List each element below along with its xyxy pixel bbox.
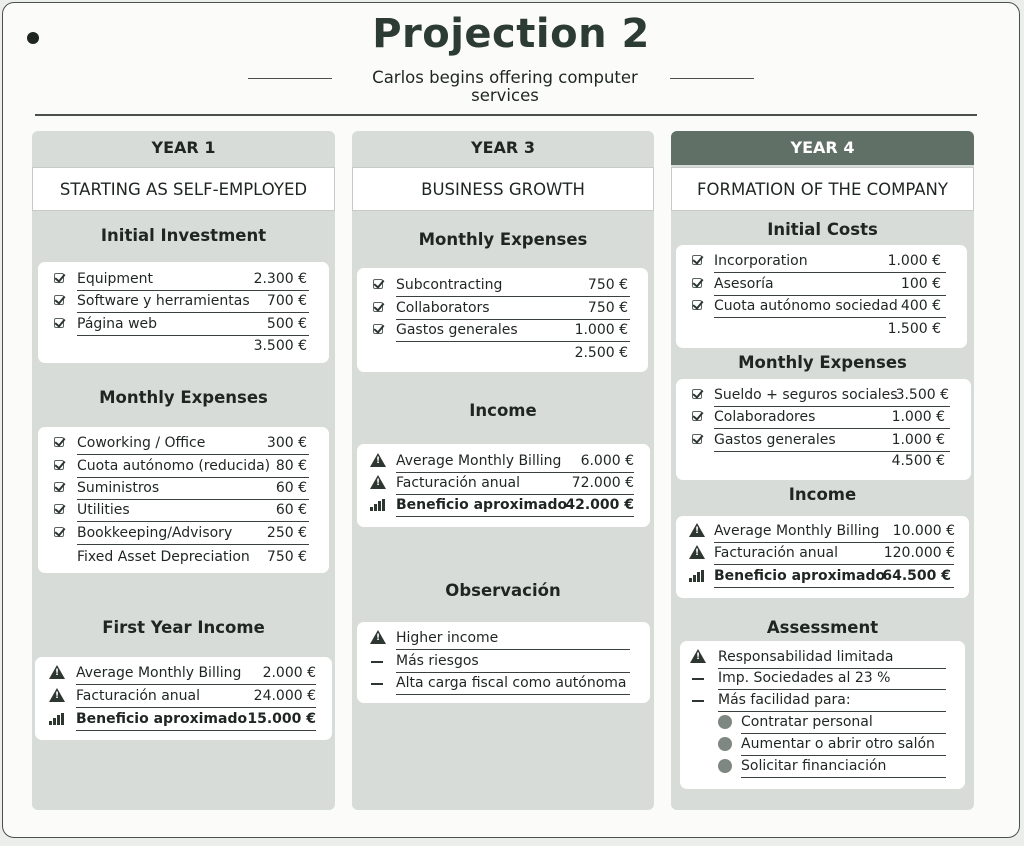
list-item: Cuota autónomo (reducida) 80 € bbox=[38, 456, 329, 476]
subtitle-rule-right bbox=[670, 78, 754, 79]
checkbox-icon bbox=[54, 318, 64, 328]
warning-icon bbox=[690, 649, 706, 663]
list-item: Colaboradores 1.000 € bbox=[676, 407, 971, 427]
section-title: Monthly Expenses bbox=[99, 388, 268, 407]
checkbox-icon bbox=[692, 255, 702, 265]
list-item: Alta carga fiscal como autónoma bbox=[357, 673, 650, 693]
checkbox-icon bbox=[373, 324, 383, 334]
income-card bbox=[357, 444, 650, 527]
section-title: Monthly Expenses bbox=[738, 353, 907, 372]
warning-icon bbox=[370, 630, 386, 644]
list-item: Incorporation 1.000 € bbox=[676, 251, 967, 271]
circle-bullet-icon bbox=[718, 737, 732, 751]
list-item: Subcontracting 750 € bbox=[357, 275, 648, 295]
income-card bbox=[676, 516, 969, 598]
list-item: Beneficio aproximado 42.000 € bbox=[357, 495, 650, 515]
list-item: Utilities 60 € bbox=[38, 500, 329, 520]
header-divider bbox=[35, 114, 977, 116]
checkbox-icon bbox=[692, 300, 702, 310]
checkbox-icon bbox=[373, 302, 383, 312]
warning-icon bbox=[49, 665, 65, 679]
list-item: ! Average Monthly Billing 10.000 € bbox=[676, 521, 969, 541]
list-item: ! Facturación anual 120.000 € bbox=[676, 543, 969, 563]
list-item: ! Average Monthly Billing 6.000 € bbox=[357, 451, 650, 471]
list-item: Beneficio aproximado 64.500 € bbox=[676, 566, 969, 586]
checkbox-icon bbox=[692, 411, 702, 421]
checkbox-icon bbox=[54, 527, 64, 537]
checkbox-icon bbox=[692, 278, 702, 288]
warning-icon bbox=[689, 545, 705, 559]
section-title: Initial Investment bbox=[100, 226, 267, 245]
circle-bullet-icon bbox=[718, 759, 732, 773]
checkbox-icon bbox=[54, 437, 64, 447]
warning-icon bbox=[49, 688, 65, 702]
checkbox-icon bbox=[54, 482, 64, 492]
list-item: Asesoría 100 € bbox=[676, 274, 967, 294]
list-item: ! Responsabilidad limitada bbox=[680, 647, 965, 667]
list-item: Cuota autónomo sociedad 400 € bbox=[676, 296, 967, 316]
circle-bullet-icon bbox=[718, 715, 732, 729]
costs-card bbox=[676, 245, 967, 348]
checkbox-icon bbox=[54, 273, 64, 283]
list-item: Bookkeeping/Advisory 250 € bbox=[38, 523, 329, 543]
list-item: Página web 500 € bbox=[38, 314, 329, 334]
assessment-card bbox=[680, 641, 965, 789]
checkbox-icon bbox=[692, 434, 702, 444]
expenses-card bbox=[38, 427, 329, 573]
total-row: 3.500 € bbox=[253, 338, 307, 354]
list-item: Más riesgos bbox=[357, 651, 650, 671]
year-heading: YEAR 3 bbox=[471, 138, 535, 157]
investment-card bbox=[38, 262, 329, 363]
expenses-card bbox=[676, 379, 971, 480]
section-title: Income bbox=[469, 401, 537, 420]
sub-list-item: Contratar personal bbox=[680, 712, 965, 732]
bar-chart-icon bbox=[49, 713, 65, 725]
expenses-card bbox=[357, 268, 648, 372]
dash-icon bbox=[371, 661, 383, 663]
page-subtitle: Carlos begins offering computer services bbox=[372, 68, 638, 105]
checkbox-icon bbox=[54, 460, 64, 470]
warning-icon bbox=[370, 453, 386, 467]
bar-chart-icon bbox=[689, 570, 705, 582]
section-title: Income bbox=[788, 485, 857, 504]
checkbox-icon bbox=[692, 389, 702, 399]
phase-heading: BUSINESS GROWTH bbox=[352, 167, 654, 211]
list-item: Imp. Sociedades al 23 % bbox=[680, 668, 965, 688]
income-card bbox=[35, 657, 332, 740]
bar-chart-icon bbox=[370, 499, 386, 511]
list-item: Más facilidad para: bbox=[680, 690, 965, 710]
subtitle-rule-left bbox=[248, 78, 332, 79]
list-item: Sueldo + seguros sociales 3.500 € bbox=[676, 385, 971, 405]
checkbox-icon bbox=[373, 279, 383, 289]
column-year-4 bbox=[671, 131, 974, 810]
phase-heading: FORMATION OF THE COMPANY bbox=[671, 167, 974, 211]
sub-list-item: Aumentar o abrir otro salón bbox=[680, 734, 965, 754]
page-title: Projection 2 bbox=[372, 11, 650, 57]
phase-heading: STARTING AS SELF-EMPLOYED bbox=[32, 167, 335, 211]
warning-icon bbox=[370, 475, 386, 489]
list-item: Coworking / Office 300 € bbox=[38, 433, 329, 453]
checkbox-icon bbox=[54, 295, 64, 305]
warning-icon bbox=[689, 523, 705, 537]
total-row: 4.500 € bbox=[891, 453, 945, 469]
list-item: Suministros 60 € bbox=[38, 478, 329, 498]
list-item: ! Higher income bbox=[357, 628, 650, 648]
list-item: Beneficio aproximado 15.000 € bbox=[35, 709, 332, 729]
dash-icon bbox=[371, 683, 383, 685]
section-title: Assessment bbox=[766, 618, 879, 637]
section-title: Monthly Expenses bbox=[418, 230, 588, 249]
list-item: ! Facturación anual 72.000 € bbox=[357, 473, 650, 493]
column-year-3 bbox=[352, 131, 654, 810]
dash-icon bbox=[692, 700, 704, 702]
observation-card bbox=[357, 622, 650, 703]
year-heading: YEAR 4 bbox=[671, 131, 974, 165]
dash-icon bbox=[692, 678, 704, 680]
list-item: Software y herramientas 700 € bbox=[38, 291, 329, 311]
total-row: 1.500 € bbox=[887, 321, 941, 337]
list-item: ! Facturación anual 24.000 € bbox=[35, 686, 332, 706]
sub-list-item: Solicitar financiación bbox=[680, 756, 965, 776]
section-title: Initial Costs bbox=[767, 220, 878, 239]
column-year-1 bbox=[32, 131, 335, 810]
list-item: Gastos generales 1.000 € bbox=[357, 320, 648, 340]
list-item: Equipment 2.300 € bbox=[38, 269, 329, 289]
list-item: ! Average Monthly Billing 2.000 € bbox=[35, 663, 332, 683]
checkbox-icon bbox=[54, 504, 64, 514]
section-title: Observación bbox=[445, 581, 561, 600]
list-item: Collaborators 750 € bbox=[357, 298, 648, 318]
total-row: 2.500 € bbox=[574, 345, 628, 361]
year-heading: YEAR 1 bbox=[151, 138, 216, 157]
section-title: First Year Income bbox=[102, 618, 265, 637]
list-item: Fixed Asset Depreciation 750 € bbox=[77, 549, 307, 565]
list-item: Gastos generales 1.000 € bbox=[676, 430, 971, 450]
